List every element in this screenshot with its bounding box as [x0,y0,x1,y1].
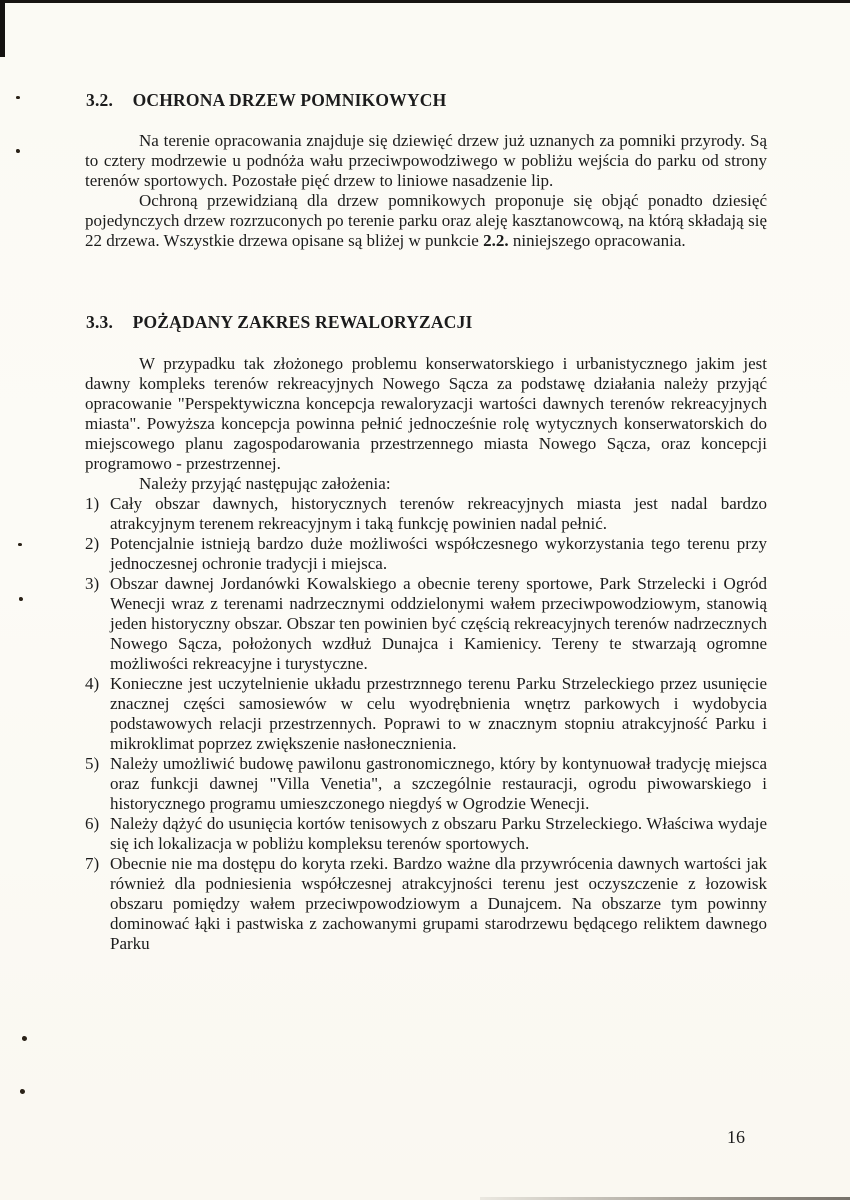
scan-edge-left [0,0,5,57]
scan-speck [20,1089,25,1094]
paragraph-monuments-protection [85,191,767,251]
paragraph-text: niniejszego opracowania. [508,231,686,250]
scan-speck [16,149,20,153]
list-item-text: Cały obszar dawnych, historycznych terenów rekreacyjnych miasta jest nadal bardzo atrakcyjnym terenem rekreacyjnym i taką funkcję powinien nadal pełnić. [110,494,767,533]
paragraph-text: Ochroną przewidzianą dla drzew pomnikowych proponuje się objąć ponadto dziesięć pojedynczych drzew rozrzuconych po terenie parku oraz aleję kasztanowcową, na którą składają się 22 drzewa. Wszystkie drzewa opisane są bliżej w punkcie [85,191,767,250]
scan-speck [22,1036,27,1041]
paragraph-monuments-intro: Na terenie opracowania znajduje się dziewięć drzew już uznanych za pomniki przyrody. Są to cztery modrzewie u podnóża wału przeciwpowodziwego w pobliżu wejścia do parku od strony terenów sportowych. Pozostałe pięć drzew to liniowe nasadzenie lip. [85,131,767,190]
list-item [85,534,767,574]
section-3-2-number: 3.2. [86,90,114,110]
list-item [85,574,767,674]
list-item [85,674,767,754]
list-item-marker: 5) [85,754,100,773]
paragraph-revalorization: W przypadku tak złożonego problemu konserwatorskiego i urbanistycznego jakim jest dawny kompleks terenów rekreacyjnych Nowego Sącza za podstawę działania należy przyjąć opracowanie "Perspektywiczna koncepcja rewaloryzacji wartości dawnych terenów rekreacyjnych miasta". Powyższa koncepcja powinna pełnić jednocześnie rolę wytycznych konserwatorskich do miejscowego planu zagospodarowania przestrzennego miasta Nowego Sącza, oraz koncepcji programowo - przestrzennej. [85,354,767,473]
list-item [85,814,767,854]
list-item [85,854,767,954]
scan-speck [18,543,22,546]
scan-speck [16,96,20,99]
page-number: 16 [727,1127,745,1147]
list-item [85,754,767,814]
list-item-text: Należy umożliwić budowę pawilonu gastronomicznego, który by kontynuował tradycję miejsca oraz funkcji dawnej "Villa Venetia", a szczególnie restauracji, ogrodu piwowarskiego i historycznego programu umieszczonego niegdyś w Ogrodzie Wenecji. [110,754,767,813]
bold-section-reference: 2.2. [483,231,509,250]
list-item-text: Obszar dawnej Jordanówki Kowalskiego a obecnie tereny sportowe, Park Strzelecki i Ogród Wenecji wraz z terenami nadrzecznymi oddzielonymi wałem przeciwpowodziowym, stanowią jeden historyczny obszar. Obszar ten powinien być częścią rekreacyjnych terenów nadrzecznych Nowego Sącza, położonych wzdłuż Dunajca i Kamienicy. Tereny te stwarzają ogromne możliwości rekreacyjne i turystyczne. [110,574,767,673]
list-item-text: Należy dążyć do usunięcia kortów tenisowych z obszaru Parku Strzeleckiego. Właściwa wydaje się ich lokalizacja w pobliżu kompleksu terenów sportowych. [110,814,767,853]
list-item-marker: 3) [85,574,100,593]
section-3-3-heading [86,312,768,332]
section-3-2-title: OCHRONA DRZEW POMNIKOWYCH [132,90,447,110]
list-item-marker: 7) [85,854,100,873]
list-item-marker: 6) [85,814,100,833]
list-item-marker: 4) [85,674,100,693]
list-item-marker: 2) [85,534,100,553]
list-item-text: Potencjalnie istnieją bardzo duże możliwości współczesnego wykorzystania tego terenu przy jednoczesnej ochronie tradycji i miejsca. [110,534,767,573]
scan-speck [19,597,23,601]
scan-edge-top [0,0,850,3]
list-item-text: Obecnie nie ma dostępu do koryta rzeki. Bardzo ważne dla przywrócenia dawnych wartości jak również dla podniesienia współczesnej atrakcyjności terenu jest oczyszczenie z łozowisk obszaru pomiędzy wałem przeciwpowodziowym a Dunajcem. Na obszarze tym powinny dominować łąki i pastwiska z zachowanymi grupami starodrzewu będącego reliktem dawnego Parku [110,854,767,953]
section-3-2-heading [86,90,768,110]
list-intro: Należy przyjąć następując założenia: [139,474,391,493]
section-3-3-number: 3.3. [86,312,114,332]
list-item [85,494,767,534]
section-3-3-body [85,354,767,954]
section-3-2-body [85,131,767,251]
list-item-marker: 1) [85,494,100,513]
list-item-text: Konieczne jest uczytelnienie układu przestrznnego terenu Parku Strzeleckiego przez usunięcie znacznej części samosiewów w celu wyodrębnienia wnętrz parkowych i wydobycia podstawowych relacji przestrzennych. Poprawi to w znacznym stopniu atrakcyjność Parku i mikroklimat poprzez zwiększenie nasłonecznienia. [110,674,767,753]
assumptions-list [85,494,767,954]
section-3-3-title: POŻĄDANY ZAKRES REWALORYZACJI [132,312,473,332]
